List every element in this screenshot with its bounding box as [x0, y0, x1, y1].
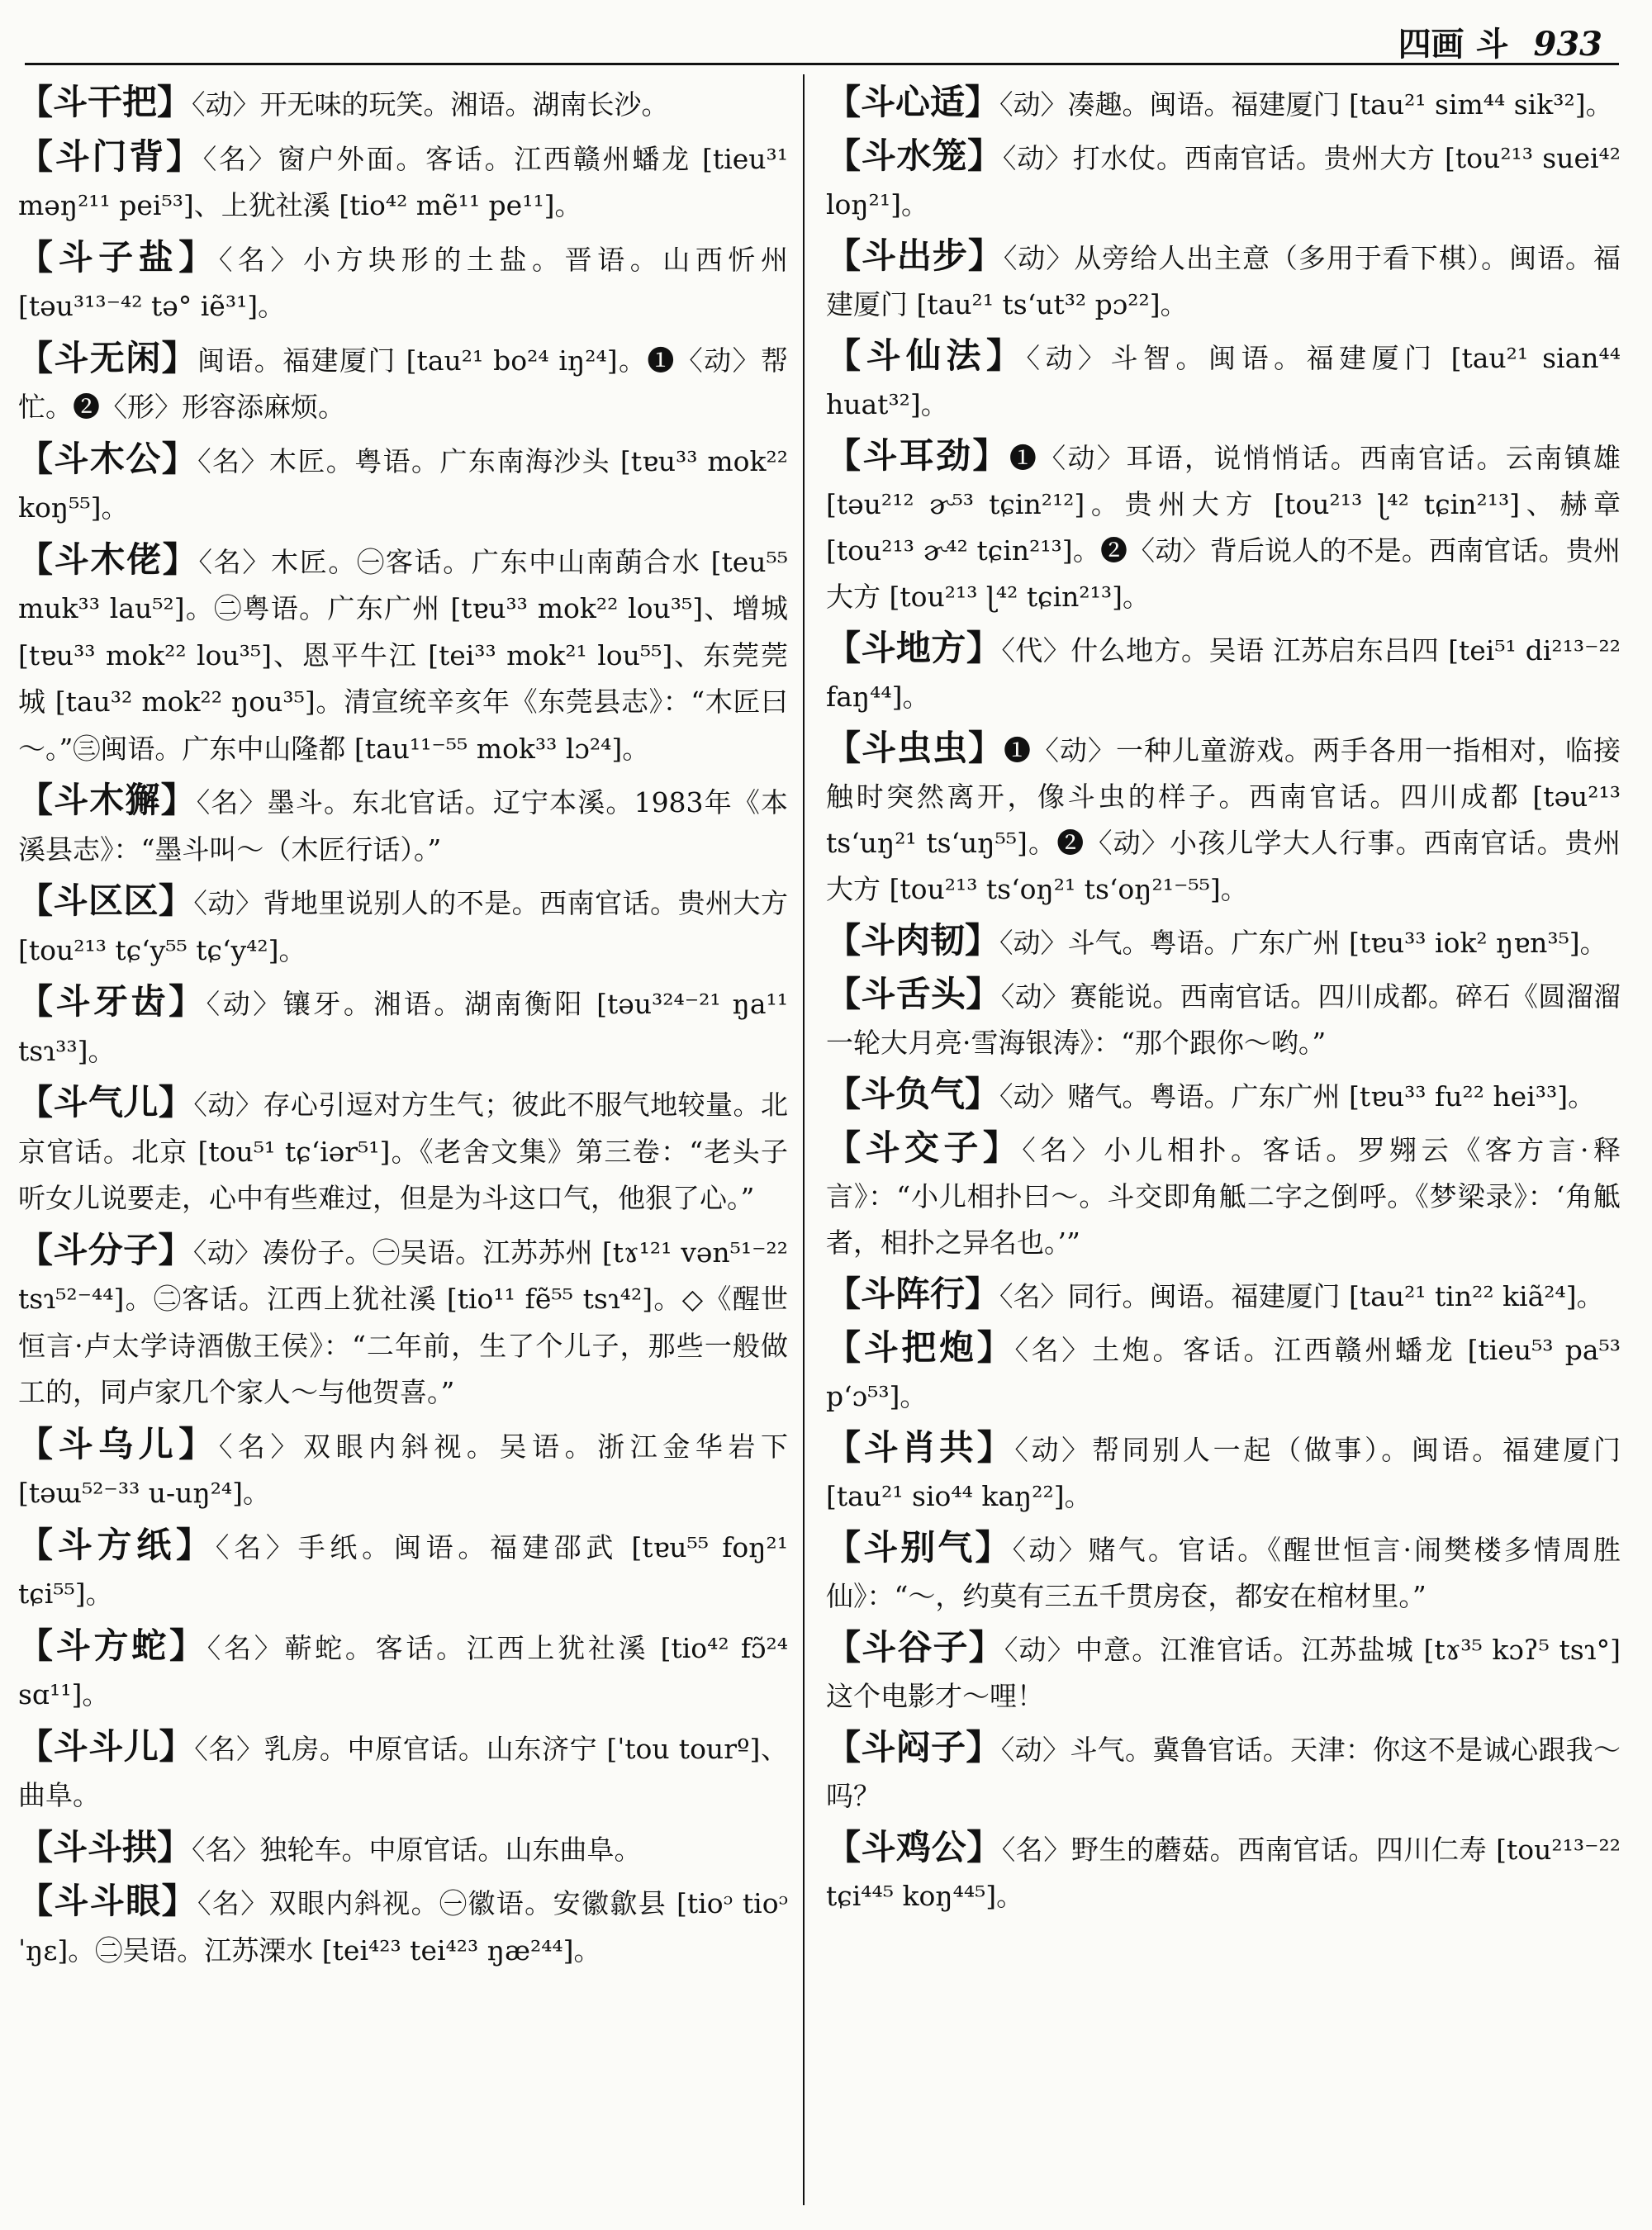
entry-definition: 〈动〉从旁给人出主意（多用于看下棋）。闽语。福建厦门 [tau²¹ tsʻut³² pɔ²²]。 — [826, 242, 1621, 320]
column-divider — [803, 74, 805, 2205]
dictionary-entry — [826, 1725, 1621, 1820]
entry-headword: 【斗把炮】 — [826, 1327, 1015, 1368]
entry-definition: 〈动〉背地里说别人的不是。西南官话。贵州大方 [tou²¹³ tɕʻy⁵⁵ tɕʻy⁴²]。 — [18, 887, 788, 966]
entry-definition: 〈名〉木匠。㊀客话。广东中山南蓢合水 [teu⁵⁵ muk³³ lau⁵²]。㊁粤语。广东广州 [tɐu³³ mok²² lou³⁵]、增城 [tɐu³³ mok²² lou³⁵]、恩平牛江 [tei³³ mok²¹ lou⁵⁵]、东莞莞城 [tau³² mok²² ŋou³⁵]。清宣统辛亥年《东莞县志》：“木匠曰～。”㊂闽语。广东中山隆都 [tau¹¹⁻⁵⁵ mok³³ lɔ²⁴]。 — [18, 545, 788, 765]
entry-definition: 〈名〉蕲蛇。客话。江西上犹社溪 [tio⁴² fɔ̃²⁴ sɑ¹¹]。 — [18, 1631, 788, 1710]
entry-headword: 【斗鸡公】 — [826, 1827, 1002, 1867]
page-header — [1272, 18, 1602, 64]
dictionary-entry — [18, 777, 788, 873]
page-number: 933 — [1533, 25, 1602, 64]
dictionary-entry — [18, 1079, 788, 1222]
dictionary-entry — [18, 1623, 788, 1719]
entry-headword: 【斗方蛇】 — [18, 1625, 207, 1666]
entry-headword: 【斗别气】 — [826, 1527, 1013, 1568]
entry-definition: 〈名〉木匠。粤语。广东南海沙头 [tɐu³³ mok²² koŋ⁵⁵]。 — [18, 444, 788, 524]
entry-definition: 〈动〉斗气。粤语。广东广州 [tɐu³³ iok² ŋɐn³⁵]。 — [999, 927, 1607, 959]
entry-headword: 【斗心适】 — [826, 82, 1000, 122]
entry-headword: 【斗仙法】 — [826, 335, 1027, 376]
entry-headword: 【斗牙齿】 — [18, 981, 206, 1022]
dictionary-entry — [826, 1325, 1621, 1420]
dictionary-entry — [18, 1421, 788, 1517]
entry-definition: 〈动〉帮同别人一起（做事）。闽语。福建厦门 [tau²¹ sio⁴⁴ kaŋ²²]。 — [826, 1434, 1621, 1512]
dictionary-entry — [18, 979, 788, 1075]
entry-headword: 【斗无闲】 — [18, 337, 197, 378]
entry-definition: 〈动〉凑趣。闽语。福建厦门 [tau²¹ sim⁴⁴ sik³²]。 — [999, 88, 1613, 121]
entry-definition: 〈动〉存心引逗对方生气；彼此不服气地较量。北京官话。北京 [tou⁵¹ tɕʻiər⁵¹]。《老舍文集》第三卷：“老头子听女儿说要走，心中有些难过，但是为斗这口气，他狠了心。” — [18, 1089, 788, 1214]
entry-headword: 【斗分子】 — [18, 1229, 193, 1270]
entry-definition: 〈动〉赌气。官话。《醒世恒言·闹樊楼多情周胜仙》：“～，约莫有三五千贯房奁，都安在棺材里。” — [826, 1534, 1621, 1612]
entry-headword: 【斗子盐】 — [18, 236, 219, 278]
entry-definition: 〈代〉什么地方。吴语 江苏启东吕四 [tei⁵¹ di²¹³⁻²² faŋ⁴⁴]。 — [826, 634, 1621, 713]
dictionary-entry — [18, 235, 788, 330]
dictionary-entry — [826, 1425, 1621, 1520]
dictionary-entry — [18, 1724, 788, 1820]
entry-definition: 〈动〉赌气。粤语。广东广州 [tɐu³³ fu²² hei³³]。 — [999, 1080, 1596, 1113]
entry-definition: 〈动〉赛能说。西南官话。四川成都。碎石《圆溜溜一轮大月亮·雪海银涛》：“那个跟你～哟。” — [826, 980, 1621, 1059]
entry-definition: 〈名〉小方块形的土盐。晋语。山西忻州 [təu³¹³⁻⁴² tə° iẽ³¹]。 — [18, 243, 788, 322]
dictionary-entry — [826, 1625, 1621, 1720]
entry-definition: ❶〈动〉耳语，说悄悄话。西南官话。云南镇雄 [təu²¹² ɚ⁵³ tɕin²¹²]。贵州大方 [tou²¹³ ɭ⁴² tɕin²¹³]、赫章 [tou²¹³ ɚ⁴² tɕin²¹³]。❷〈动〉背后说人的不是。西南官话。贵州大方 [tou²¹³ ɭ⁴² tɕin²¹³]。 — [826, 442, 1621, 613]
entry-headword: 【斗负气】 — [826, 1074, 1000, 1114]
dictionary-entry — [826, 1525, 1621, 1620]
dictionary-entry — [826, 79, 1621, 128]
entry-headword: 【斗水笼】 — [826, 135, 1003, 176]
entry-headword: 【斗斗眼】 — [18, 1881, 197, 1921]
entry-definition: 〈动〉中意。江淮官话。江苏盐城 [tɤ³⁵ kɔʔ⁵ tsɿ°] 这个电影才～哩！ — [826, 1634, 1621, 1712]
entry-headword: 【斗斗儿】 — [18, 1725, 195, 1767]
entry-headword: 【斗舌头】 — [826, 974, 1001, 1014]
dictionary-entry — [826, 133, 1621, 228]
entry-headword: 【斗区区】 — [18, 880, 194, 921]
dictionary-entry — [826, 1125, 1621, 1266]
entry-definition: 闽语。福建厦门 [tau²¹ bo²⁴ iŋ²⁴]。❶〈动〉帮忙。❷〈形〉形容添麻烦。 — [18, 344, 788, 423]
entry-headword: 【斗虫虫】 — [826, 728, 1004, 768]
entry-definition: 〈名〉野生的蘑菇。西南官话。四川仁寿 [tou²¹³⁻²² tɕi⁴⁴⁵ koŋ⁴⁴⁵]。 — [826, 1834, 1621, 1912]
entry-definition: 〈名〉独轮车。中原官话。山东曲阜。 — [192, 1833, 642, 1866]
entry-definition: 〈名〉手纸。闽语。福建邵武 [tɐu⁵⁵ foŋ²¹ tɕi⁵⁵]。 — [18, 1530, 788, 1610]
entry-headword: 【斗气儿】 — [18, 1082, 194, 1122]
entry-definition: 〈动〉斗智。闽语。福建厦门 [tau²¹ sian⁴⁴ huat³²]。 — [826, 342, 1621, 420]
dictionary-entry — [826, 1271, 1621, 1320]
dictionary-entry — [826, 971, 1621, 1066]
left-column — [18, 79, 788, 2218]
dictionary-entry — [18, 335, 788, 431]
entry-definition: 〈名〉土炮。客话。江西赣州蟠龙 [tieu⁵³ pa⁵³ pʻɔ⁵³]。 — [826, 1334, 1621, 1412]
entry-headword: 【斗木公】 — [18, 438, 198, 479]
entry-headword: 【斗门背】 — [18, 135, 203, 177]
dictionary-entry — [18, 1227, 788, 1416]
dictionary-entry — [18, 1878, 788, 1974]
entry-definition: 〈动〉打水仗。西南官话。贵州大方 [tou²¹³ suei⁴² loŋ²¹]。 — [826, 142, 1621, 221]
entry-definition: ❶〈动〉一种儿童游戏。两手各用一指相对，临接触时突然离开，像斗虫的样子。西南官话。四川成都 [təu²¹³ tsʻuŋ²¹ tsʻuŋ⁵⁵]。❷〈动〉小孩儿学大人行事。西南官话。贵州大方 [tou²¹³ tsʻoŋ²¹ tsʻoŋ²¹⁻⁵⁵]。 — [826, 734, 1621, 905]
entry-definition: 〈名〉乳房。中原官话。山东济宁 [ˈtou tourº]、曲阜。 — [18, 1732, 788, 1811]
entry-headword: 【斗闷子】 — [826, 1727, 1001, 1767]
dictionary-entry — [18, 436, 788, 532]
entry-headword: 【斗乌儿】 — [18, 1423, 219, 1464]
dictionary-entry — [826, 333, 1621, 428]
dictionary-entry — [826, 433, 1621, 620]
entry-definition: 〈名〉双眼内斜视。㊀徽语。安徽歙县 [tioᵓ tioᵓ ˈŋɛ]。㊁吴语。江苏溧水 [tei⁴²³ tei⁴²³ ŋæ²⁴⁴]。 — [18, 1887, 788, 1967]
dictionary-entry — [18, 537, 788, 773]
entry-headword: 【斗方纸】 — [18, 1524, 216, 1565]
entry-definition: 〈名〉小儿相扑。客话。罗翙云《客方言·释言》：“小儿相扑曰～。斗交即角觝二字之倒呼。《梦梁录》：‘角觝者，相扑之异名也。’” — [826, 1134, 1621, 1259]
entry-definition: 〈动〉开无味的玩笑。湘语。湖南长沙。 — [192, 88, 669, 121]
entry-headword: 【斗木獬】 — [18, 780, 197, 820]
entry-headword: 【斗木佬】 — [18, 539, 199, 580]
dictionary-entry — [826, 233, 1621, 328]
dictionary-entry — [826, 1071, 1621, 1120]
entry-definition: 〈动〉凑份子。㊀吴语。江苏苏州 [tɤ¹²¹ vən⁵¹⁻²² tsɿ⁵²⁻⁴⁴]。㊁客话。江西上犹社溪 [tio¹¹ fẽ⁵⁵ tsɿ⁴²]。◇《醒世恒言·卢太学诗酒傲王侯》：“二年前，生了个儿子，那些一般做工的，同卢家几个家人～与他贺喜。” — [18, 1236, 788, 1408]
dictionary-entry — [826, 918, 1621, 966]
entry-definition: 〈动〉斗气。冀鲁官话。天津：你这不是诚心跟我～吗？ — [826, 1734, 1621, 1812]
dictionary-entry — [18, 1824, 788, 1874]
dictionary-entry — [826, 625, 1621, 720]
entry-headword: 【斗斗拱】 — [18, 1826, 192, 1867]
entry-definition: 〈名〉窗户外面。客话。江西赣州蟠龙 [tieu³¹ məŋ²¹¹ pei⁵³]、上犹社溪 [tio⁴² mẽ¹¹ pe¹¹]。 — [18, 142, 788, 221]
entry-headword: 【斗地方】 — [826, 628, 1002, 668]
dictionary-entry — [18, 878, 788, 974]
entry-headword: 【斗谷子】 — [826, 1627, 1004, 1668]
entry-headword: 【斗阵行】 — [826, 1274, 1000, 1314]
entry-headword: 【斗耳劲】 — [826, 435, 1009, 476]
entry-headword: 【斗出步】 — [826, 235, 1004, 276]
dictionary-entry — [18, 1522, 788, 1618]
entry-headword: 【斗肖共】 — [826, 1427, 1015, 1468]
entry-headword: 【斗干把】 — [18, 82, 192, 122]
dictionary-entry — [826, 725, 1621, 913]
dictionary-entry — [826, 1824, 1621, 1919]
dictionary-entry — [18, 134, 788, 230]
entry-definition: 〈动〉镶牙。湘语。湖南衡阳 [təu³²⁴⁻²¹ ŋa¹¹ tsɿ³³]。 — [18, 988, 788, 1067]
dictionary-entry — [18, 79, 788, 129]
entry-definition: 〈名〉双眼内斜视。吴语。浙江金华岩下 [təɯ⁵²⁻³³ u-uŋ²⁴]。 — [18, 1430, 788, 1509]
entry-headword: 【斗肉韧】 — [826, 920, 1000, 961]
header-rule — [25, 63, 1619, 65]
entry-definition: 〈名〉墨斗。东北官话。辽宁本溪。1983年《本溪县志》：“墨斗叫～（木匠行话）。” — [18, 786, 788, 866]
right-column — [826, 79, 1621, 2218]
section-title: 四画 斗 — [1398, 25, 1509, 64]
entry-headword: 【斗交子】 — [826, 1127, 1023, 1168]
entry-definition: 〈名〉同行。闽语。福建厦门 [tau²¹ tin²² kiã²⁴]。 — [999, 1280, 1604, 1312]
